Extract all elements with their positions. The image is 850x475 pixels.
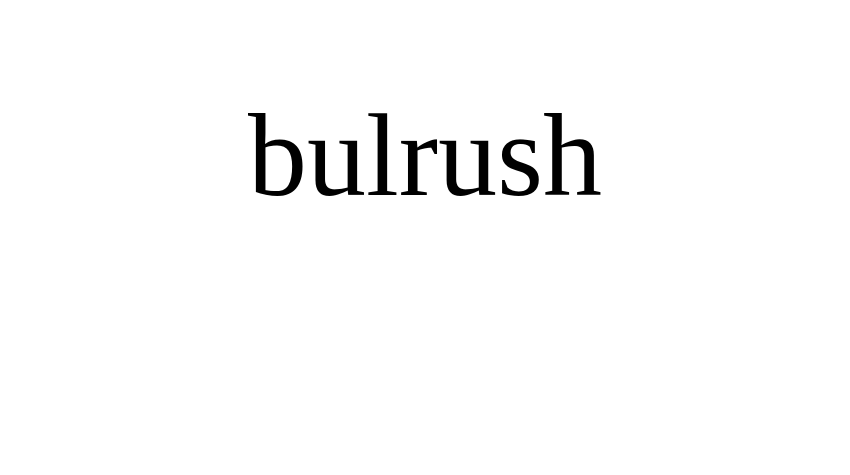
word-label: bulrush xyxy=(248,90,602,221)
